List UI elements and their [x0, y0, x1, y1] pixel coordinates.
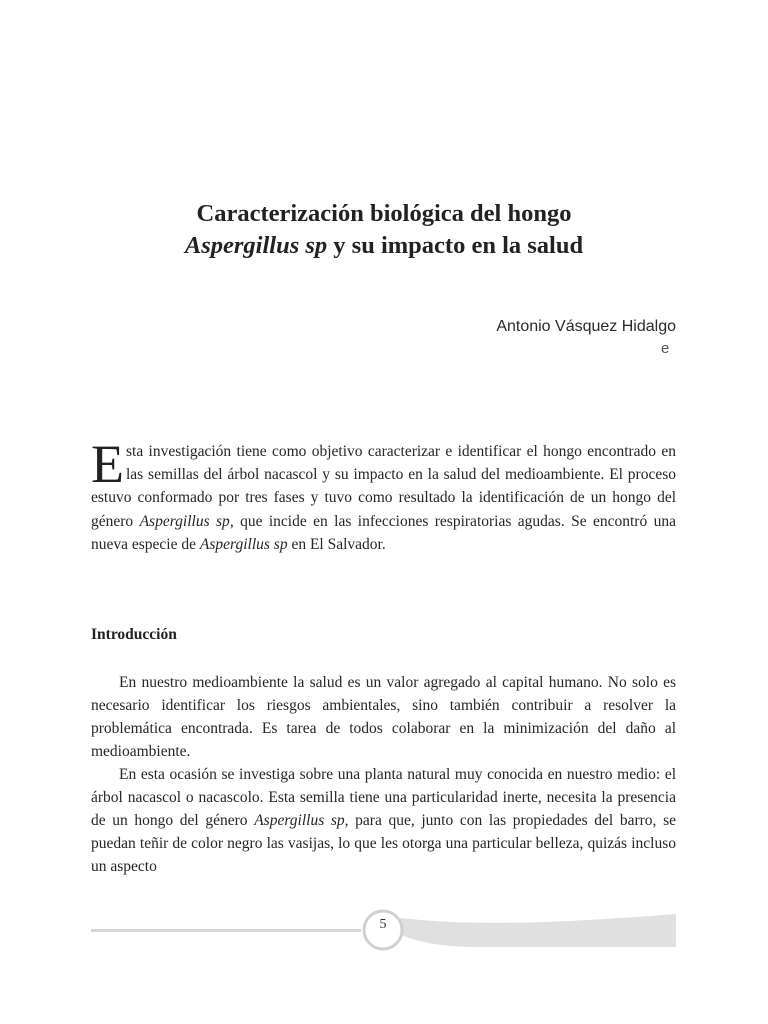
abstract-text-2: , que incide en las infecciones respiratorias agudas. Se encontró una nueva especie de: [91, 512, 677, 553]
body-paragraph-2-text-1: En esta ocasión se investiga sobre una planta natural muy conocida en nuestro medio: el árbol nacascol o nacascolo. Esta semilla tiene una particularidad inerte, necesita la presencia de un hongo del género: [91, 766, 676, 829]
body-paragraph-2-text-2: , para que, junto con las propiedades del barro, se puedan teñir de color negro las vasijas, lo que les otorga una particular belleza, quizás incluso un aspecto: [91, 812, 676, 875]
article-title: [0, 198, 768, 262]
footer-rule: [91, 929, 361, 932]
abstract-italic-2: Aspergillus sp: [199, 535, 288, 553]
footer-swoosh: [392, 914, 676, 947]
body-paragraph-2: [91, 763, 676, 878]
body-paragraph-2-italic: Aspergillus sp: [254, 812, 345, 829]
title-genus-italic: Aspergillus sp: [184, 232, 328, 259]
title-line-1: Caracterización biológica del hongo: [196, 200, 572, 227]
author-name: Antonio Vásquez Hidalgo: [496, 318, 676, 335]
page-number: 5: [379, 917, 387, 932]
title-line-2: [0, 230, 768, 262]
abstract-italic-1: Aspergillus sp: [139, 512, 230, 530]
abstract-text-3: en El Salvador.: [287, 535, 386, 553]
abstract-paragraph: [91, 434, 677, 556]
abstract-text-1: sta investigación tiene como objetivo caracterizar e identificar el hongo encontrado en las semillas del árbol nacascol y su impacto en la salud del medioambiente. El proceso estuvo conformado por tres fases y tuvo como resultado la identificación de un hongo del género: [91, 443, 676, 530]
page-footer: [0, 905, 768, 965]
author-footnote-mark: e: [661, 340, 670, 357]
section-heading: Introducción: [91, 626, 177, 643]
body-paragraph-1: En nuestro medioambiente la salud es un valor agregado al capital humano. No solo es necesario identificar los riesgos ambientales, sino también contribuir a resolver la problemática encontrada. Es tarea de todos colaborar en la minimización del daño al medioambiente.: [91, 674, 676, 760]
title-line-2-rest: y su impacto en la salud: [327, 232, 584, 259]
drop-cap: E: [91, 434, 124, 494]
section-body: [91, 671, 676, 878]
